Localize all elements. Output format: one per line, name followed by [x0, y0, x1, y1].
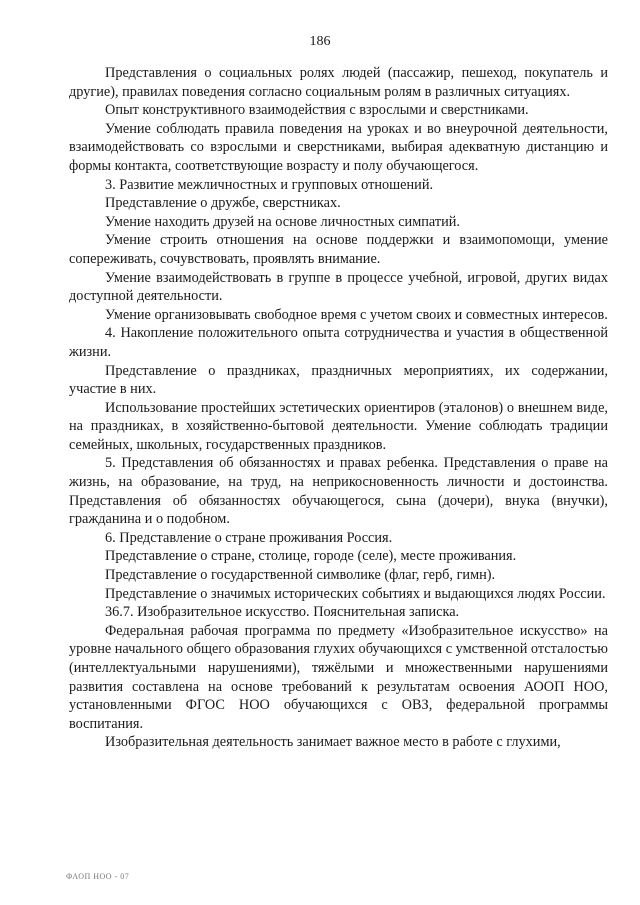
paragraph: Представление о стране, столице, городе (селе), месте проживания. [105, 548, 517, 565]
paragraph: 6. Представление о стране проживания Россия. [105, 529, 393, 546]
footer-code: ФАОП НОО - 07 [66, 872, 130, 881]
page-number: 186 [309, 34, 331, 49]
paragraph: 5. Представления об обязанностях и правах ребенка. Представления о праве на жизнь, на образование, на труд, на неприкосновенность личности и достоинства. Представления об обязанностях обучающегося, сына (дочери), внука (внучки), гражданина и о подобном. [69, 455, 608, 528]
paragraph: Федеральная рабочая программа по предмету «Изобразительное искусство» на уровне начального общего образования глухих обучающихся с умственной отсталостью (интеллектуальными нарушениями), тяжёлыми и множественными нарушениями развития составлена на основе требований к результатам освоения АООП НОО, установленными ФГОС НОО обучающихся с ОВЗ, федеральной программы воспитания. [69, 622, 608, 732]
paragraph: Умение взаимодействовать в группе в процессе учебной, игровой, других видах доступной деятельности. [69, 269, 608, 305]
paragraph: Использование простейших эстетических ориентиров (эталонов) о внешнем виде, на праздниках, в хозяйственно-бытовой деятельности. Умение соблюдать традиции семейных, школьных, государственных праздников. [69, 399, 608, 453]
paragraph: 4. Накопление положительного опыта сотрудничества и участия в общественной жизни. [69, 325, 608, 360]
section-heading: 36.7. Изобразительное искусство. Пояснительная записка. [105, 604, 460, 621]
paragraph: Представление о дружбе, сверстниках. [105, 195, 341, 212]
paragraph: Изобразительная деятельность занимает важное место в работе с глухими, [105, 734, 561, 751]
paragraph: Опыт конструктивного взаимодействия с взрослыми и сверстниками. [105, 102, 529, 119]
paragraph: Умение находить друзей на основе личностных симпатий. [105, 213, 460, 230]
paragraph: Умение соблюдать правила поведения на уроках и во внеурочной деятельности, взаимодействовать со взрослыми и сверстниками, выбирая адекватную дистанцию и формы контакта, соответствующие возрасту и полу обучающегося. [69, 120, 608, 174]
paragraph: Представление о праздниках, праздничных мероприятиях, их содержании, участие в них. [69, 362, 608, 398]
paragraph: Представление о значимых исторических событиях и выдающихся людях России. [105, 585, 606, 602]
paragraph: Умение организовывать свободное время с учетом своих и совместных интересов. [105, 306, 608, 323]
paragraph: Умение строить отношения на основе поддержки и взаимопомощи, умение сопереживать, сочувствовать, проявлять внимание. [69, 232, 608, 267]
paragraph: Представления о социальных ролях людей (пассажир, пешеход, покупатель и другие), правилах поведения согласно социальным ролям в различных ситуациях. [69, 65, 608, 100]
document-body [69, 64, 608, 752]
paragraph: Представление о государственной символике (флаг, герб, гимн). [105, 567, 496, 584]
paragraph: 3. Развитие межличностных и групповых отношений. [105, 176, 434, 193]
